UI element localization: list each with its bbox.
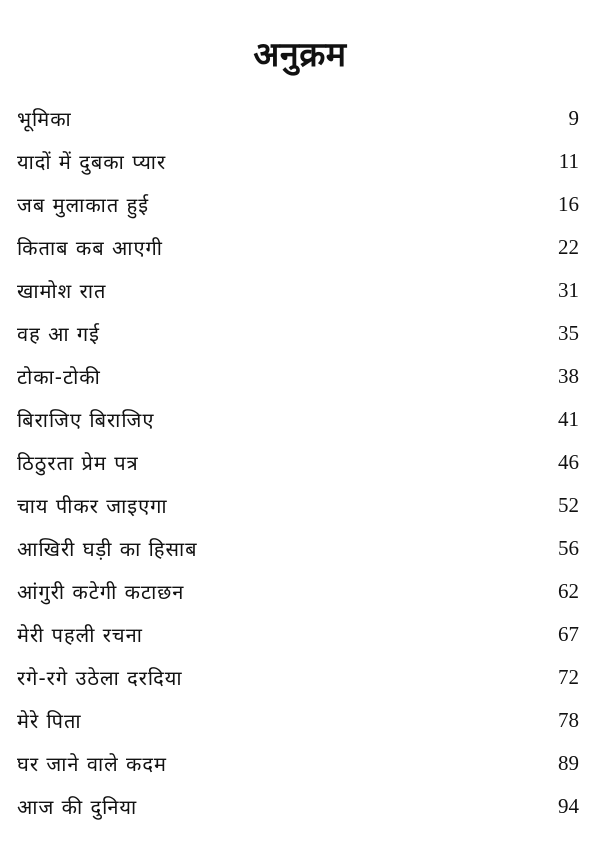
toc-entry-page-number: 94 xyxy=(558,794,579,818)
toc-entry-title: आखिरी घड़ी का हिसाब xyxy=(17,537,198,561)
toc-entry xyxy=(17,527,579,570)
toc-entry xyxy=(17,570,579,613)
toc-entry-page-number: 67 xyxy=(558,622,579,646)
toc-entry-title: खामोश रात xyxy=(17,279,107,303)
toc-entry-page-number: 9 xyxy=(568,106,579,130)
toc-entry xyxy=(17,441,579,484)
toc-entry xyxy=(17,140,579,183)
toc-entry-title: टोका-टोकी xyxy=(17,365,101,389)
toc-entry xyxy=(17,484,579,527)
toc-entry-page-number: 89 xyxy=(558,751,579,775)
toc-entry xyxy=(17,398,579,441)
toc-entry-title: जब मुलाकात हुई xyxy=(17,193,150,217)
toc-entry-page-number: 56 xyxy=(558,536,579,560)
toc-entry xyxy=(17,742,579,785)
toc-entry-page-number: 38 xyxy=(558,364,579,388)
toc-entry-title: आंगुरी कटेगी कटाछन xyxy=(17,580,185,604)
toc-entry xyxy=(17,97,579,140)
toc-entry-title: बिराजिए बिराजिए xyxy=(17,408,155,432)
toc-entry xyxy=(17,226,579,269)
toc-entry xyxy=(17,355,579,398)
toc-entry xyxy=(17,183,579,226)
toc-entry-page-number: 52 xyxy=(558,493,579,517)
toc-entry-page-number: 11 xyxy=(558,149,579,173)
toc-entry-page-number: 78 xyxy=(558,708,579,732)
toc-entry-title: किताब कब आएगी xyxy=(17,236,163,260)
toc-entry-page-number: 35 xyxy=(558,321,579,345)
table-of-contents xyxy=(17,97,579,828)
toc-entry xyxy=(17,312,579,355)
toc-entry-title: रगे-रगे उठेला दरदिया xyxy=(17,666,183,690)
toc-entry xyxy=(17,699,579,742)
toc-entry-page-number: 46 xyxy=(558,450,579,474)
toc-entry-page-number: 72 xyxy=(558,665,579,689)
toc-entry-title: घर जाने वाले कदम xyxy=(17,752,167,776)
toc-entry xyxy=(17,269,579,312)
toc-entry-title: मेरे पिता xyxy=(17,709,82,733)
toc-entry-page-number: 41 xyxy=(558,407,579,431)
toc-entry-page-number: 31 xyxy=(558,278,579,302)
toc-entry-title: मेरी पहली रचना xyxy=(17,623,143,647)
toc-entry-title: ठिठुरता प्रेम पत्र xyxy=(17,451,139,475)
toc-entry-page-number: 62 xyxy=(558,579,579,603)
toc-entry xyxy=(17,656,579,699)
page-title: अनुक्रम xyxy=(253,34,347,75)
toc-entry xyxy=(17,785,579,828)
toc-entry-title: चाय पीकर जाइएगा xyxy=(17,494,168,518)
toc-entry-page-number: 16 xyxy=(558,192,579,216)
toc-entry-page-number: 22 xyxy=(558,235,579,259)
toc-entry-title: यादों में दुबका प्यार xyxy=(17,150,167,174)
toc-entry-title: आज की दुनिया xyxy=(17,795,138,819)
toc-entry-title: भूमिका xyxy=(17,107,72,131)
toc-entry-title: वह आ गई xyxy=(17,322,100,346)
toc-entry xyxy=(17,613,579,656)
